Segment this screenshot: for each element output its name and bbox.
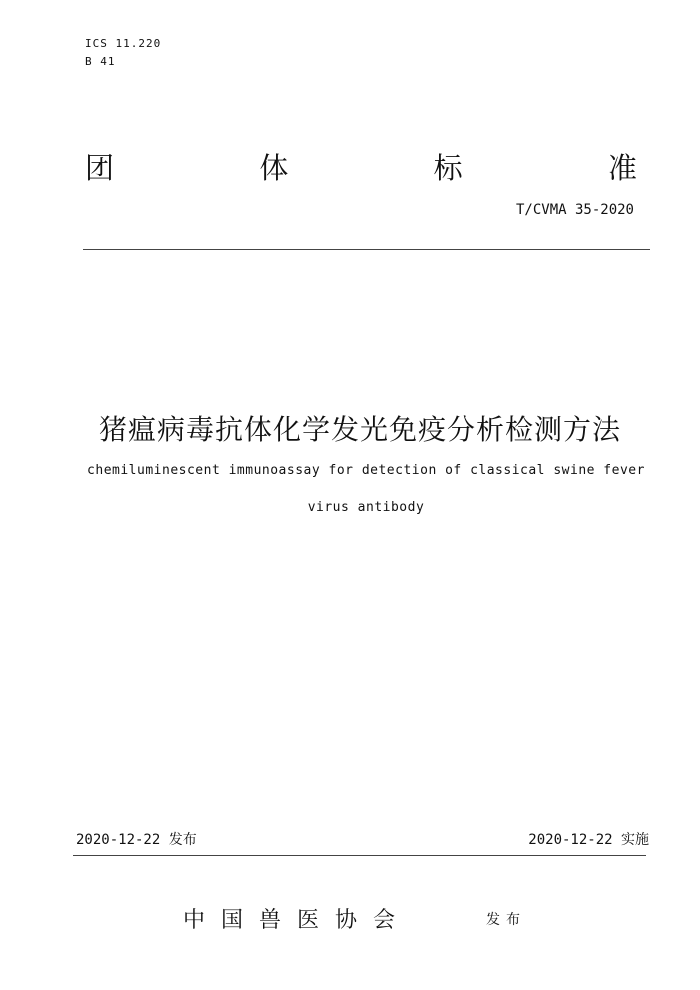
title-chinese: 猪瘟病毒抗体化学发光免疫分析检测方法	[98, 413, 621, 446]
header-divider	[83, 249, 650, 250]
implement-date: 2020-12-22 实施	[528, 832, 649, 848]
standard-type-heading	[85, 146, 637, 187]
footer-divider	[73, 855, 646, 856]
issue-label: 发布	[486, 912, 526, 928]
issuer-name: 中国兽医协会	[183, 908, 412, 933]
standard-type-char: 团	[85, 151, 115, 185]
standard-type-char: 标	[433, 151, 463, 185]
standard-type-char: 准	[607, 151, 637, 185]
ics-code: ICS 11.220	[85, 37, 162, 50]
publish-date: 2020-12-22 发布	[76, 832, 197, 848]
title-english-line1: chemiluminescent immunoassay for detection of classical swine fever	[87, 463, 645, 478]
standard-number: T/CVMA 35-2020	[515, 202, 634, 218]
title-english-line2: virus antibody	[307, 500, 425, 515]
standard-type-char: 体	[259, 151, 289, 185]
ccs-code: B 41	[85, 55, 116, 68]
